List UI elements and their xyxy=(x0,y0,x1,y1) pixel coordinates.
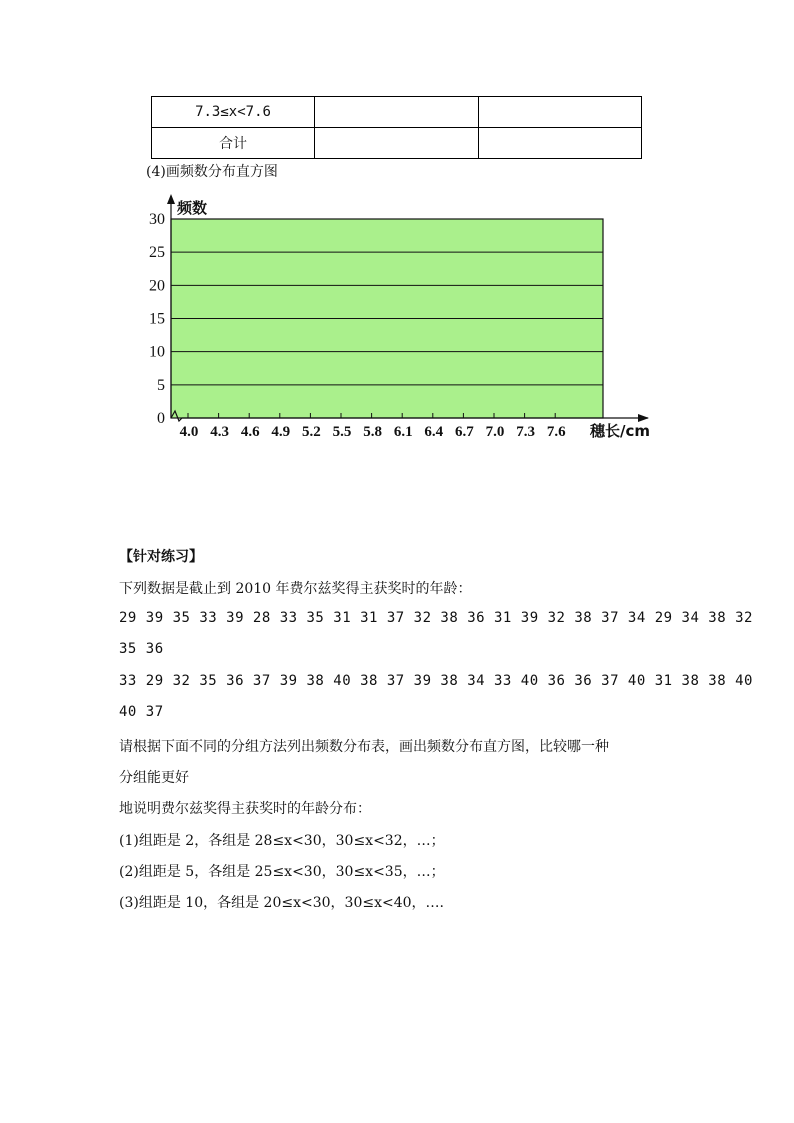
data-line-2: 35 36 xyxy=(119,641,164,657)
y-tick-label: 15 xyxy=(149,310,165,328)
histogram-chart xyxy=(130,190,660,446)
option-2: (2)组距是 5，各组是 25≤x<30，30≤x<35，…； xyxy=(119,864,445,880)
instruction-line-3: 地说明费尔兹奖得主获奖时的年龄分布： xyxy=(119,801,371,817)
option-1: (1)组距是 2，各组是 28≤x<30，30≤x<32，…； xyxy=(119,833,445,849)
x-tick-label: 6.1 xyxy=(393,424,413,440)
x-tick-label: 4.0 xyxy=(179,424,199,440)
x-axis-arrow xyxy=(638,414,649,422)
y-tick-label: 0 xyxy=(157,410,165,427)
y-tick-label: 5 xyxy=(157,376,165,394)
x-tick-label: 4.6 xyxy=(240,424,260,440)
data-line-4: 40 37 xyxy=(119,704,164,720)
instruction-line-1: 请根据下面不同的分组方法列出频数分布表，画出频数分布直方图，比较哪一种 xyxy=(119,739,609,755)
table-cell-count xyxy=(315,128,479,159)
table-row xyxy=(152,128,642,159)
y-tick-label: 10 xyxy=(149,343,165,361)
table-cell-frequency xyxy=(479,97,642,128)
chart-caption: (4)画频数分布直方图 xyxy=(146,164,278,180)
x-tick-label: 7.0 xyxy=(485,424,505,440)
x-tick-label: 5.8 xyxy=(363,424,382,440)
table-cell-range: 7.3≤x<7.6 xyxy=(152,97,315,128)
x-tick-label: 7.3 xyxy=(516,424,535,440)
x-tick-label: 7.6 xyxy=(546,424,566,440)
option-3: (3)组距是 10，各组是 20≤x<30，30≤x<40，…. xyxy=(119,895,444,911)
x-tick-label: 5.5 xyxy=(332,424,352,440)
instruction-line-2: 分组能更好 xyxy=(119,770,189,786)
table-cell-count xyxy=(315,97,479,128)
y-tick-label: 20 xyxy=(149,277,165,295)
x-axis-label: 穗长/cm xyxy=(590,422,651,440)
x-tick-label: 4.9 xyxy=(271,424,291,440)
y-axis-arrow xyxy=(167,194,175,204)
y-axis-label: 频数 xyxy=(177,199,208,217)
table-cell-total-label: 合计 xyxy=(152,128,315,159)
y-tick-label: 30 xyxy=(149,211,165,228)
data-line-3: 33 29 32 35 36 37 39 38 40 38 37 39 38 34 33 40 36 36 37 40 31 38 38 40 xyxy=(119,673,753,689)
frequency-table xyxy=(151,96,642,159)
practice-intro: 下列数据是截止到 2010 年费尔兹奖得主获奖时的年龄： xyxy=(119,581,472,597)
x-tick-label: 6.4 xyxy=(424,424,444,440)
table-cell-frequency xyxy=(479,128,642,159)
x-tick-label: 4.3 xyxy=(210,424,229,440)
x-tick-label: 5.2 xyxy=(302,424,321,440)
x-tick-label: 6.7 xyxy=(455,424,474,440)
practice-heading: 【针对练习】 xyxy=(119,549,203,565)
table-row xyxy=(152,97,642,128)
y-tick-label: 25 xyxy=(149,244,165,262)
data-line-1: 29 39 35 33 39 28 33 35 31 31 37 32 38 36 31 39 32 38 37 34 29 34 38 32 xyxy=(119,610,753,626)
